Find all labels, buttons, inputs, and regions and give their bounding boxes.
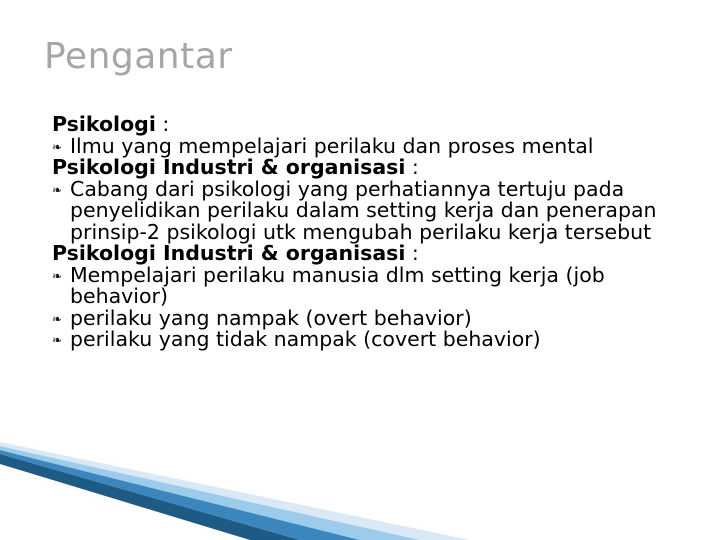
slide-content bbox=[52, 114, 692, 351]
list-item bbox=[52, 133, 692, 158]
section-psikologi-industri-2 bbox=[52, 243, 692, 351]
bullet-list bbox=[52, 262, 692, 351]
list-item-text: Ilmu yang mempelajari perilaku dan proses mental bbox=[70, 133, 594, 158]
list-item-text: perilaku yang tidak nampak (covert behavior) bbox=[70, 327, 541, 351]
section-heading-separator: : bbox=[405, 241, 419, 265]
blue-swoosh-decoration bbox=[0, 440, 720, 540]
section-heading-text: Psikologi Industri & organisasi bbox=[52, 155, 406, 179]
section-heading bbox=[52, 157, 692, 179]
bullet-icon: ❧ bbox=[52, 311, 63, 326]
list-item bbox=[52, 262, 692, 308]
section-heading-text: Psikologi bbox=[52, 112, 156, 136]
section-psikologi bbox=[52, 114, 692, 157]
bullet-icon: ❧ bbox=[52, 182, 63, 197]
bullet-list bbox=[52, 176, 692, 244]
bullet-icon: ❧ bbox=[52, 139, 63, 154]
list-item-text: Mempelajari perilaku manusia dlm setting kerja (job behavior) bbox=[70, 262, 605, 308]
list-item-text: perilaku yang nampak (overt behavior) bbox=[70, 305, 472, 330]
bullet-icon: ❧ bbox=[52, 333, 63, 347]
list-item-text: Cabang dari psikologi yang perhatiannya tertuju pada penyelidikan perilaku dalam setting kerja dan penerapan prinsip-2 psikologi utk mengubah perilaku kerja tersebut bbox=[70, 176, 657, 244]
section-psikologi-industri bbox=[52, 157, 692, 243]
section-heading bbox=[52, 243, 692, 265]
section-heading bbox=[52, 114, 692, 136]
list-item bbox=[52, 329, 692, 351]
bullet-icon: ❧ bbox=[52, 268, 63, 283]
slide-title: Pengantar bbox=[44, 36, 233, 77]
section-heading-separator: : bbox=[155, 112, 170, 136]
bullet-list bbox=[52, 133, 692, 158]
section-heading-separator: : bbox=[405, 155, 419, 179]
section-heading-text: Psikologi Industri & organisasi bbox=[52, 241, 406, 265]
list-item bbox=[52, 305, 692, 330]
list-item bbox=[52, 176, 692, 244]
